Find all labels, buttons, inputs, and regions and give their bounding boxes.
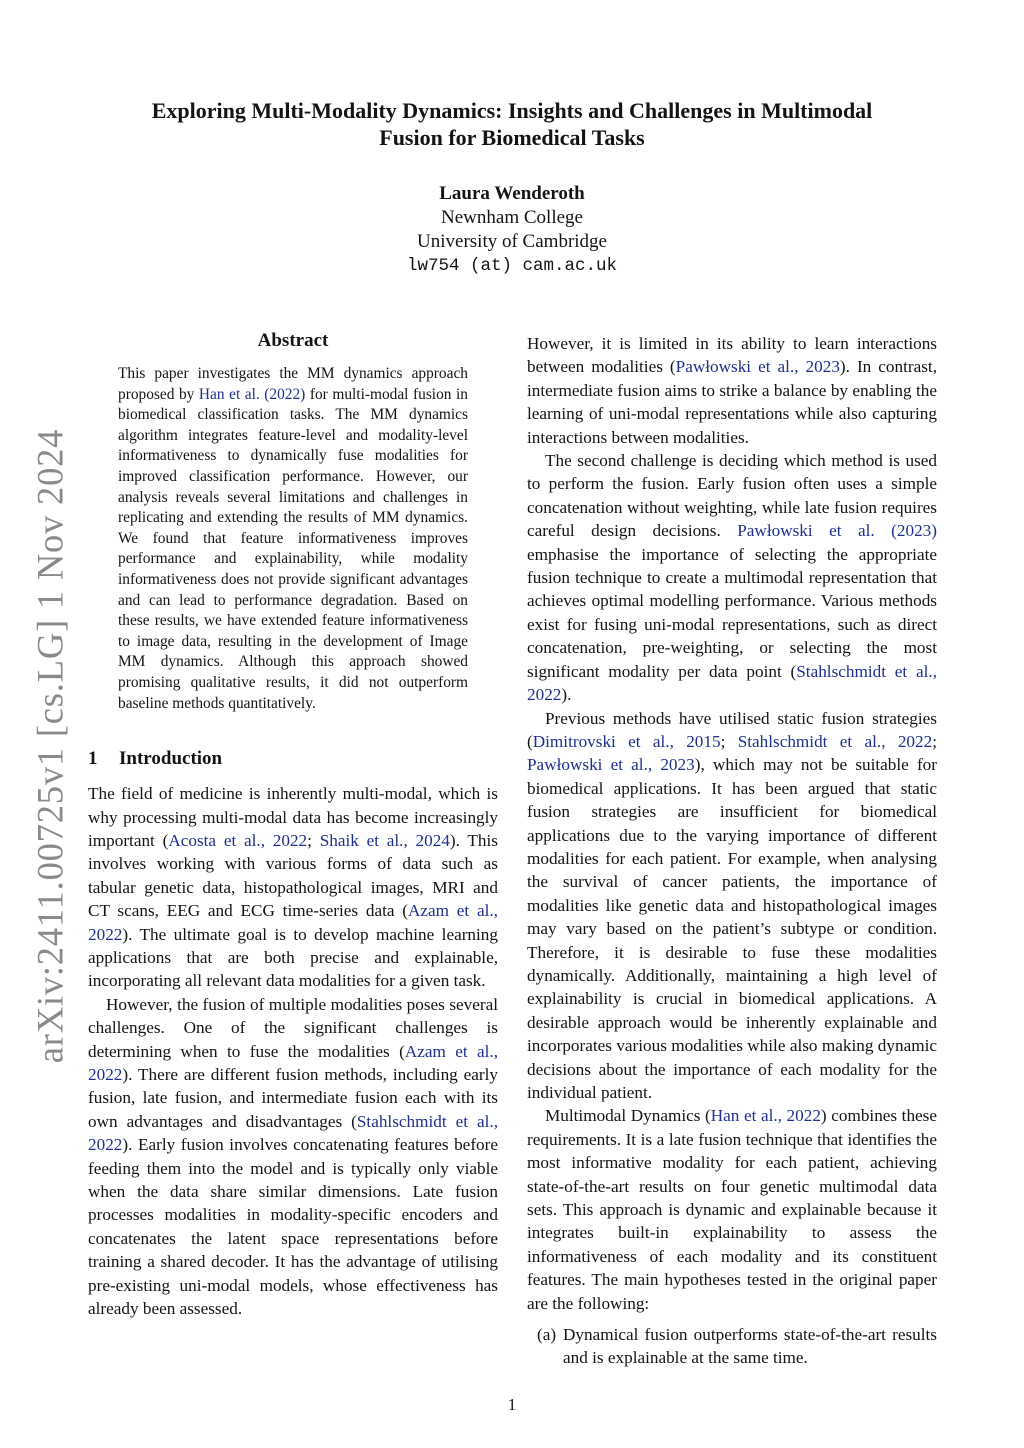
citation-link[interactable]: Pawłowski et al. (2023) (737, 521, 937, 541)
right-column (527, 332, 937, 1370)
text-run: This paper investigates the MM dynamics approach proposed by (118, 365, 468, 403)
abstract-heading: Abstract (257, 330, 329, 351)
citation-link[interactable]: Pawłowski et al., 2023 (675, 357, 840, 377)
list-marker: (a) (537, 1325, 557, 1345)
text-run: The field of medicine is inherently multi-modal, which is why processing multi-modal data has become increasingly important ( (88, 784, 498, 850)
paragraph (88, 993, 498, 1321)
text-run: However, the fusion of multiple modalities poses several challenges. One of the significant challenges is determining when to fuse the modalities ( (88, 994, 498, 1061)
text-run: ). (561, 685, 572, 705)
citation-link[interactable]: Han et al. (2022) (198, 385, 306, 403)
author-university: University of Cambridge (417, 231, 607, 252)
citation-link[interactable]: Dimitrovski et al., 2015 (532, 731, 721, 751)
arxiv-sidebar (25, 428, 75, 1063)
text-run: ; (307, 830, 320, 850)
hypothesis-list-item (527, 1323, 937, 1370)
text-run: for multi-modal fusion in biomedical classification tasks. The MM dynamics algorithm integrates feature-level and modality-level informativeness to dynamically fuse modalities for improved classification performance. However, our analysis reveals several limitations and challenges in replicating and extending the results of MM dynamics. We found that feature informativeness improves performance and explainability, while modality informativeness does not provide significant advantages and can lead to performance degradation. Based on these results, we have extended feature informativeness to image data, resulting in the development of Image MM dynamics. Although this approach showed promising qualitative results, it did not outperform baseline methods quantitatively. (118, 385, 468, 712)
paragraph (527, 449, 937, 706)
text-run: ; (720, 731, 738, 751)
citation-link[interactable]: Stahlschmidt et al., 2022 (88, 1111, 498, 1155)
title-line-1: Exploring Multi-Modality Dynamics: Insights and Challenges in Multimodal (151, 98, 873, 123)
text-run: The second challenge is deciding which method is used to perform the fusion. Early fusion often uses a simple concatenation without weighting, while late fusion requires careful design decisions. (527, 451, 937, 541)
text-run: Previous methods have utilised static fusion strategies ( (527, 708, 937, 751)
arxiv-identifier: arXiv:2411.00725v1 [cs.LG] 1 Nov 2024 (29, 428, 71, 1063)
text-run: Multimodal Dynamics ( (545, 1106, 711, 1126)
text-run: ). There are different fusion methods, including early fusion, late fusion, and intermediate fusion each with its own advantages and disadvantages ( (88, 1064, 498, 1131)
paragraph (527, 1104, 937, 1315)
text-run: However, it is limited in its ability to learn interactions between modalities ( (527, 334, 937, 377)
abstract-text (118, 364, 468, 714)
citation-link[interactable]: Pawłowski et al., 2023 (527, 755, 695, 775)
text-run: ). Early fusion involves concatenating features before feeding them into the model and is typically only viable when the data share similar dimensions. Late fusion processes modalities in modality-specific encoders and concatenates the latent space representations before training a shared decoder. It has the advantage of utilising pre-existing uni-modal models, whose effectiveness has already been assessed. (88, 1135, 498, 1319)
text-run: emphasise the importance of selecting the appropriate fusion technique to create a multimodal representation that achieves optimal modelling performance. Various methods exist for fusing uni-modal representations, such as direct concatenation, pre-weighting, or selecting the most significant modality per data point ( (527, 544, 937, 681)
text-run: ). This involves working with various forms of data such as tabular genetic data, histopathological images, MRI and CT scans, EEG and ECG time-series data ( (88, 830, 498, 921)
title-line-2: Fusion for Biomedical Tasks (379, 125, 645, 150)
citation-link[interactable]: Azam et al., 2022 (88, 901, 498, 944)
citation-link[interactable]: Stahlschmidt et al., 2022 (737, 731, 933, 751)
left-column (88, 330, 498, 1320)
text-run: ). The ultimate goal is to develop machine learning applications that are both precise and explainable, incorporating all relevant data modalities for a given task. (88, 924, 498, 991)
paragraph (88, 782, 498, 993)
citation-link[interactable]: Shaik et al., 2024 (319, 830, 450, 850)
paper-title (80, 97, 944, 151)
text-run: ). In contrast, intermediate fusion aims to strike a balance by enabling the learning of uni-modal representations while also capturing interactions between modalities. (527, 357, 938, 447)
citation-link[interactable]: Stahlschmidt et al., 2022 (527, 661, 937, 705)
section-number: 1 (88, 748, 98, 770)
text-run: ) combines these requirements. It is a late fusion technique that identifies the most informative modality for each patient, achieving state-of-the-art results on four genetic multimodal data sets. This approach is dynamic and explainable because it integrates built-in explainability to assess the informativeness of each modality and its constituent features. The main hypotheses tested in the original paper are the following: (527, 1106, 937, 1313)
citation-link[interactable]: Han et al., 2022 (710, 1106, 821, 1126)
author-email: lw754 (at) cam.ac.uk (406, 256, 618, 276)
author-block (80, 182, 944, 278)
text-run: ; (932, 731, 937, 751)
paragraph (527, 707, 937, 1105)
page-number: 1 (507, 1395, 517, 1414)
list-item-text: Dynamical fusion outperforms state-of-the-art results and is explainable at the same time. (563, 1325, 937, 1368)
section-title: Introduction (119, 748, 223, 770)
citation-link[interactable]: Azam et al., 2022 (88, 1041, 498, 1084)
author-college: Newnham College (441, 207, 583, 228)
paragraph (527, 332, 937, 449)
author-name: Laura Wenderoth (439, 183, 585, 204)
text-run: ), which may not be suitable for biomedical applications. It has been argued that static fusion strategies are insufficient for biomedical applications due to the varying importance of different modalities for each patient. For example, when analysing the survival of cancer patients, the importance of modalities like genetic data and histopathological images may vary based on the patient’s subtype or condition. Therefore, it is desirable to fuse these modalities dynamically. Additionally, maintaining a high level of explainability is crucial in biomedical applications. A desirable approach would be inherently explainable and incorporates various modalities while also making dynamic decisions about the importance of each modality for the individual patient. (527, 755, 937, 1102)
citation-link[interactable]: Acosta et al., 2022 (168, 830, 308, 850)
section-heading-introduction (88, 748, 498, 770)
